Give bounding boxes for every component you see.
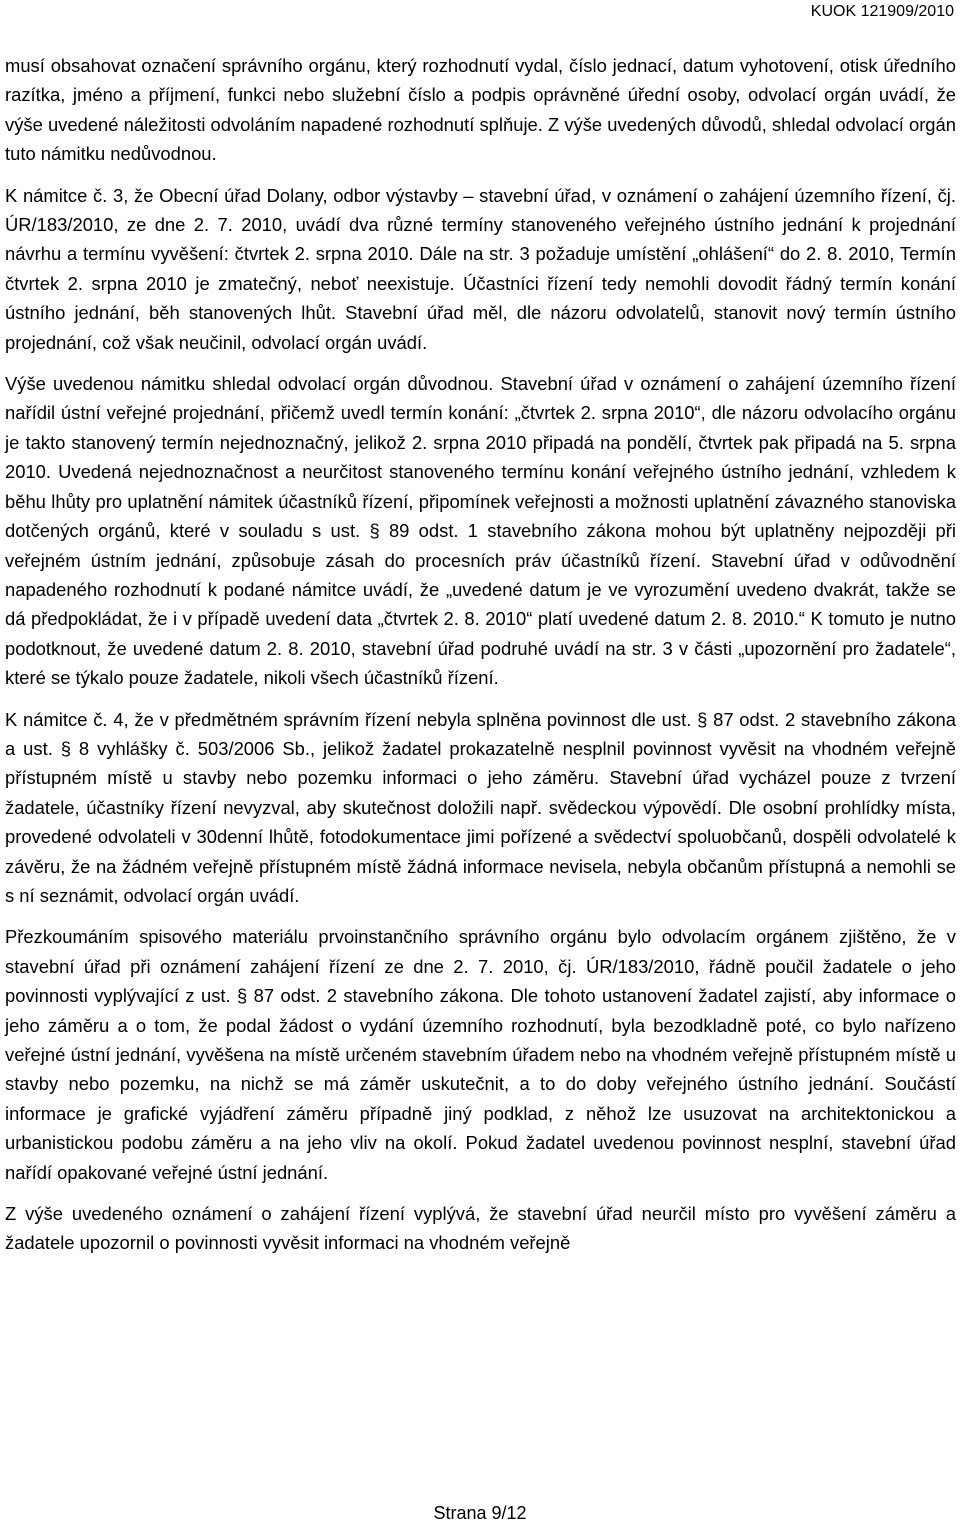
paragraph-notice-conclusion: Z výše uvedeného oznámení o zahájení řízení vyplývá, že stavební úřad neurčil místo pro vyvěšení záměru a žadatele upozornil o povinnosti vyvěsit informaci na vhodném veřejně (5, 1203, 956, 1254)
paragraph-objection-3-assessment: Výše uvedenou námitku shledal odvolací orgán důvodnou. Stavební úřad v oznámení o zahájení územního řízení nařídil ústní veřejné projednání, přičemž uvedl termín konání: „čtvrtek 2. srpna 2010“, dle názoru odvolacího orgánu je takto stanovený termín nejednoznačný, jelikož 2. srpna 2010 připadá na pondělí, čtvrtek pak připadá na 5. srpna 2010. Uvedená nejednoznačnost a neurčitost stanoveného termínu konání veřejného ústního jednání, vzhledem k běhu lhůty pro uplatnění námitek účastníků řízení, připomínek veřejnosti a možnosti uplatnění závazného stanoviska dotčených orgánů, které v souladu s ust. § 89 odst. 1 stavebního zákona mohou být uplatněny nejpozději při veřejném ústním jednání, způsobuje zásah do procesních práv účastníků řízení. Stavební úřad v odůvodnění napadeného rozhodnutí k podané námitce uvádí, že „uvedené datum je ve vyrozumění uvedeno dvakrát, takže se dá předpokládat, že i v případě uvedení data „čtvrtek 2. 8. 2010“ platí uvedené datum 2. 8. 2010.“ K tomuto je nutno podotknout, že uvedené datum 2. 8. 2010, stavební úřad podruhé uvádí na str. 3 v části „upozornění pro žadatele“, které se týkalo pouze žadatele, nikoli všech účastníků řízení. (5, 373, 956, 689)
paragraph-review-findings: Přezkoumáním spisového materiálu prvoinstančního správního orgánu bylo odvolacím orgánem zjištěno, že v stavební úřad při oznámení zahájení řízení ze dne 2. 7. 2010, čj. ÚR/183/2010, řádně poučil žadatele o jeho povinnosti vyplývající z ust. § 87 odst. 2 stavebního zákona. Dle tohoto ustanovení žadatel zajistí, aby informace o jeho záměru a o tom, že podal žádost o vydání územního rozhodnutí, byla bezodkladně poté, co bylo nařízeno veřejné ústní jednání, vyvěšena na místě určeném stavebním úřadem nebo na vhodném veřejně přístupném místě u stavby nebo pozemku, na nichž se má záměr uskutečnit, a to do doby veřejného ústního jednání. Součástí informace je grafické vyjádření záměru případně jiný podklad, z něhož lze usuzovat na architektonickou a urbanistickou podobu záměru a na jeho vliv na okolí. Pokud žadatel uvedenou povinnost nesplní, stavební úřad nařídí opakované veřejné ústní jednání. (5, 926, 956, 1183)
paragraph-intro-continuation: musí obsahovat označení správního orgánu, který rozhodnutí vydal, číslo jednací, datum vyhotovení, otisk úředního razítka, jméno a příjmení, funkci nebo služební číslo a podpis oprávněné úřední osoby, odvolací orgán uvádí, že výše uvedené náležitosti odvoláním napadené rozhodnutí splňuje. Z výše uvedených důvodů, shledal odvolací orgán tuto námitku nedůvodnou. (5, 55, 956, 165)
paragraph-objection-3: K námitce č. 3, že Obecní úřad Dolany, odbor výstavby – stavební úřad, v oznámení o zahájení územního řízení, čj. ÚR/183/2010, ze dne 2. 7. 2010, uvádí dva různé termíny stanoveného veřejného ústního jednání k projednání návrhu a termínu vyvěšení: čtvrtek 2. srpna 2010. Dále na str. 3 požaduje umístění „ohlášení“ do 2. 8. 2010, Termín čtvrtek 2. srpna 2010 je zmatečný, neboť neexistuje. Účastníci řízení tedy nemohli dovodit řádný termín konání ústního jednání, běh stanovených lhůt. Stavební úřad měl, dle názoru odvolatelů, stanovit nový termín ústního projednání, což však neučinil, odvolací orgán uvádí. (5, 184, 956, 353)
page-number: Strana 9/12 (433, 1503, 527, 1523)
paragraph-objection-4: K námitce č. 4, že v předmětném správním řízení nebyla splněna povinnost dle ust. § 87 odst. 2 stavebního zákona a ust. § 8 vyhlášky č. 503/2006 Sb., jelikož žadatel prokazatelně nesplnil povinnost vyvěsit na vhodném veřejně přístupném místě u stavby nebo pozemku informaci o jeho záměru. Stavební úřad vycházel pouze z tvrzení žadatele, účastníky řízení nevyzval, aby skutečnost doložili např. svědeckou výpovědí. Dle osobní prohlídky místa, provedené odvolateli v 30denní lhůtě, fotodokumentace jimi pořízené a svědectví spoluobčanů, dospěli odvolatelé k závěru, že na žádném veřejně přístupném místě žádná informace nevisela, nebyla občanům přístupná a nemohli se s ní seznámit, odvolací orgán uvádí. (5, 708, 956, 906)
document-reference-number: KUOK 121909/2010 (810, 3, 954, 20)
document-body (5, 51, 956, 1270)
